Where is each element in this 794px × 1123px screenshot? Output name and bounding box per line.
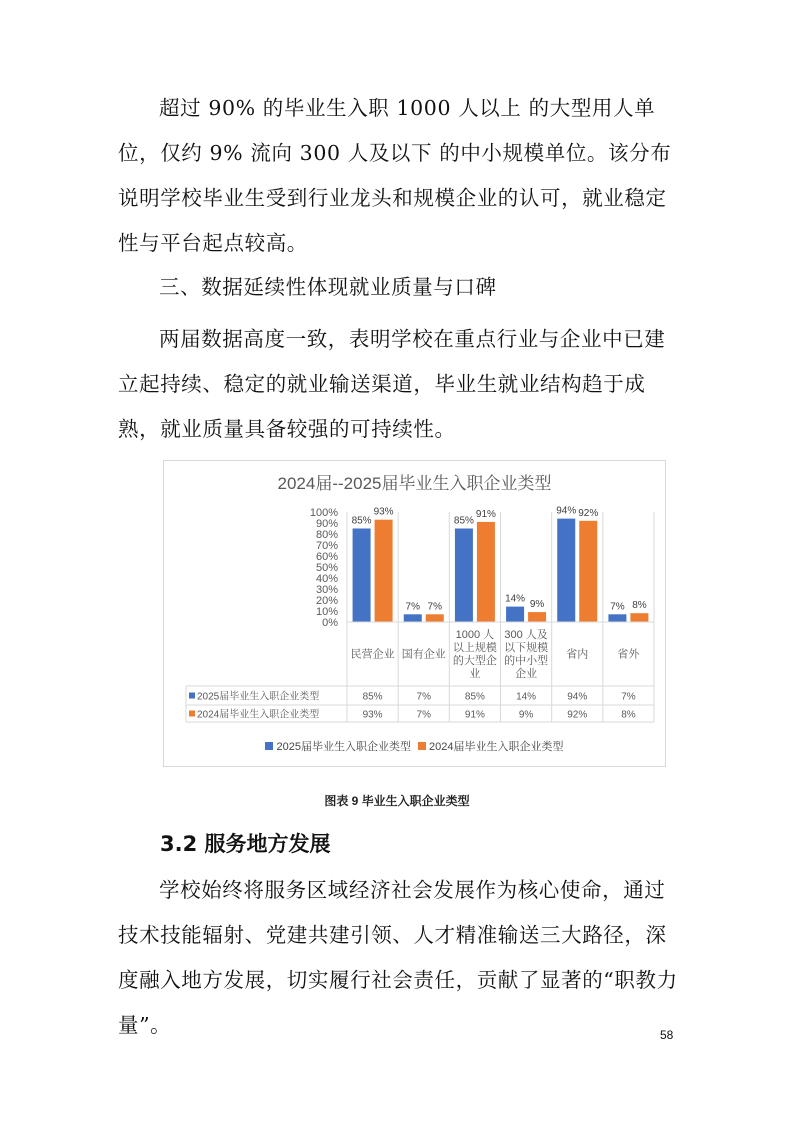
data-label: 14% xyxy=(505,593,526,605)
category-label: 省内 xyxy=(566,648,589,661)
bar-2025 xyxy=(608,614,626,622)
data-label: 91% xyxy=(475,508,496,520)
table-legend-key xyxy=(189,711,195,717)
y-tick-label: 20% xyxy=(315,595,338,607)
table-cell: 9% xyxy=(518,709,534,721)
bar-2024 xyxy=(630,613,648,622)
page-number: 58 xyxy=(660,1028,674,1042)
y-tick-label: 40% xyxy=(315,573,338,585)
bar-2025 xyxy=(404,614,422,622)
legend-swatch-2024 xyxy=(418,742,426,750)
section-number: 3.2 xyxy=(160,832,198,856)
table-cell: 8% xyxy=(621,709,636,721)
category-label: 民营企业 xyxy=(350,648,395,661)
table-cell: 7% xyxy=(416,691,431,703)
bar-2024 xyxy=(528,612,546,622)
y-tick-label: 50% xyxy=(315,562,338,574)
subheading-three: 三、数据延续性体现就业质量与口碑 xyxy=(159,275,497,299)
category-label: 1000 人 xyxy=(455,629,495,641)
y-tick-label: 0% xyxy=(322,617,338,629)
data-label: 93% xyxy=(373,506,394,518)
bar-2025 xyxy=(506,607,524,622)
section-heading xyxy=(160,828,331,858)
y-tick-label: 30% xyxy=(315,584,338,596)
y-tick-label: 70% xyxy=(315,540,338,552)
data-label: 92% xyxy=(578,507,599,519)
table-legend-key xyxy=(189,693,195,699)
legend-label-2025: 2025届毕业生入职企业类型 xyxy=(276,741,411,753)
category-label: 业 xyxy=(469,668,481,680)
data-label: 7% xyxy=(405,601,420,613)
paragraph-3: 学校始终将服务区域经济社会发展作为核心使命，通过技术技能辐射、党建共建引领、人才精准输送三大路径，深度融入地方发展，切实履行社会责任，贡献了显著的“职教力量”。 xyxy=(118,878,678,1037)
chart-legend xyxy=(163,738,666,754)
table-cell: 85% xyxy=(362,691,383,703)
table-series-label: 2024届毕业生入职企业类型 xyxy=(197,709,320,721)
figure-caption: 图表 9 毕业生入职企业类型 xyxy=(324,794,470,808)
y-tick-label: 60% xyxy=(315,551,338,563)
y-tick-label: 90% xyxy=(315,518,338,530)
paragraph-2: 两届数据高度一致，表明学校在重点行业与企业中已建立起持续、稳定的就业输送渠道，毕业生就业结构趋于成熟，就业质量具备较强的可持续性。 xyxy=(118,327,666,441)
category-label: 企业 xyxy=(515,668,538,680)
table-cell: 7% xyxy=(621,691,636,703)
table-cell: 7% xyxy=(416,709,431,721)
chart-title: 2024届--2025届毕业生入职企业类型 xyxy=(277,474,552,493)
bar-chart xyxy=(164,461,667,768)
table-cell: 94% xyxy=(567,691,588,703)
table-cell: 92% xyxy=(567,709,588,721)
data-label: 85% xyxy=(351,515,372,527)
y-tick-label: 10% xyxy=(315,606,338,618)
data-label: 85% xyxy=(453,515,474,527)
table-cell: 93% xyxy=(362,709,383,721)
chart-container xyxy=(163,460,666,767)
table-series-label: 2025届毕业生入职企业类型 xyxy=(197,691,320,703)
legend-label-2024: 2024届毕业生入职企业类型 xyxy=(429,741,564,753)
bar-2024 xyxy=(426,614,444,622)
paragraph-1: 超过 90% 的毕业生入职 1000 人以上 的大型用人单位，仅约 9% 流向 300 人及以下 的中小规模单位。该分布说明学校毕业生受到行业龙头和规模企业的认可，就业稳定性与平台起点较高。 xyxy=(118,96,672,255)
bar-2025 xyxy=(353,529,371,623)
data-label: 94% xyxy=(556,505,577,517)
y-tick-label: 80% xyxy=(315,529,338,541)
bar-2024 xyxy=(477,522,495,622)
legend-swatch-2025 xyxy=(265,742,273,750)
category-label: 300 人及 xyxy=(504,629,548,641)
table-cell: 14% xyxy=(516,691,537,703)
category-label: 的大型企 xyxy=(452,655,497,667)
category-label: 国有企业 xyxy=(401,648,446,661)
data-label: 7% xyxy=(610,601,625,613)
bar-2024 xyxy=(579,521,597,622)
section-title-text: 服务地方发展 xyxy=(204,832,331,856)
table-cell: 85% xyxy=(464,691,485,703)
data-label: 7% xyxy=(427,601,442,613)
category-label: 以下规模 xyxy=(504,642,549,654)
category-label: 省外 xyxy=(617,648,640,661)
category-label: 的中小型 xyxy=(504,655,549,667)
category-label: 以上规模 xyxy=(452,642,497,654)
bar-2024 xyxy=(375,520,393,622)
table-cell: 91% xyxy=(464,709,485,721)
data-label: 9% xyxy=(529,599,545,611)
data-label: 8% xyxy=(632,600,647,612)
bar-2025 xyxy=(557,519,575,622)
y-tick-label: 100% xyxy=(309,507,338,519)
bar-2025 xyxy=(455,529,473,623)
